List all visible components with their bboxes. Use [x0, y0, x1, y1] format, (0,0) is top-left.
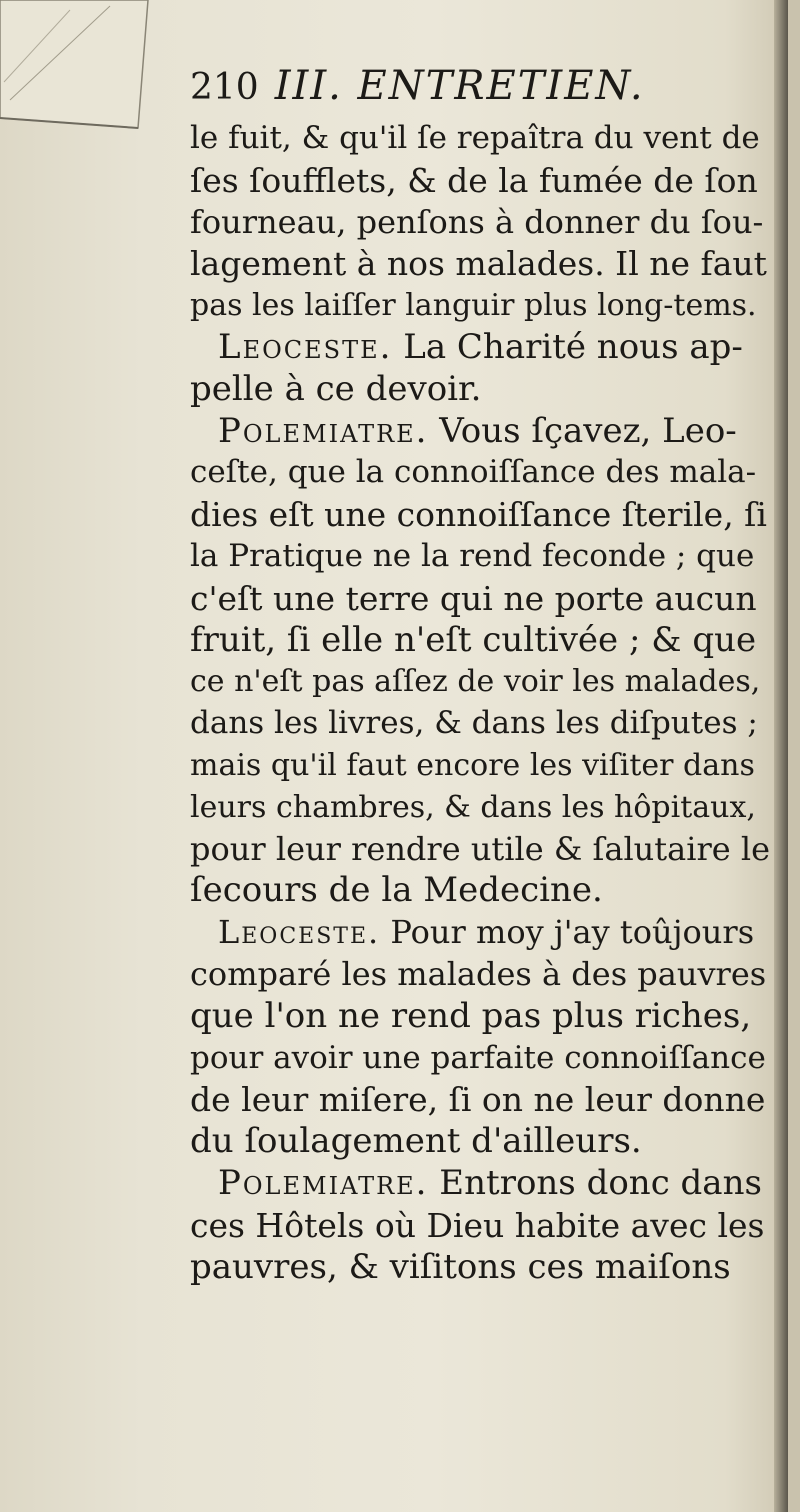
text-line	[190, 745, 770, 787]
line-text: dies eſt une connoiſſance ſterile, ſi	[190, 495, 767, 535]
line-text: pauvres, & viſitons ces maiſons	[190, 1246, 731, 1287]
line-text: La Charité nous ap-	[392, 326, 743, 367]
text-line	[190, 369, 770, 411]
line-text: lagement à nos malades. Il ne faut	[190, 244, 767, 284]
text-line	[190, 118, 770, 160]
text-line	[190, 661, 770, 703]
line-text: pas les laiſſer languir plus long-tems.	[190, 288, 757, 324]
text-line	[190, 160, 770, 202]
text-line	[190, 1038, 770, 1080]
page-corner-fold	[0, 0, 150, 140]
line-text: fruit, ſi elle n'eſt cultivée ; & que	[190, 619, 757, 660]
line-text: pour avoir une parfaite connoiſſance	[190, 1039, 766, 1076]
text-line	[190, 620, 770, 662]
page-number: 210	[190, 67, 259, 108]
text-line	[190, 1205, 770, 1247]
text-line	[190, 829, 770, 871]
line-text: de leur miſere, ſi on ne leur donne	[190, 1080, 766, 1120]
text-line	[190, 870, 770, 912]
text-line	[190, 452, 770, 494]
line-text: dans les livres, & dans les diſputes ;	[190, 705, 758, 742]
line-text: la Pratique ne la rend feconde ; que	[190, 537, 755, 574]
text-line	[190, 243, 770, 285]
line-text: pelle à ce devoir.	[190, 368, 482, 409]
line-text: fourneau, penſons à donner du ſou-	[190, 202, 764, 241]
line-text: leurs chambres, & dans les hôpitaux,	[190, 789, 756, 825]
line-text: comparé les malades à des pauvres	[190, 954, 767, 993]
text-line	[190, 703, 770, 745]
text-line	[190, 996, 770, 1038]
text-line	[190, 1247, 770, 1289]
line-text: ſecours de la Medecine.	[190, 870, 603, 911]
text-line	[190, 536, 770, 578]
text-line	[190, 912, 770, 954]
line-text: pour leur rendre utile & ſalutaire le	[190, 829, 771, 868]
line-text: le fuit, & qu'il ſe repaîtra du vent de	[190, 120, 760, 156]
text-line	[190, 285, 770, 327]
running-head-title: III. ENTRETIEN.	[274, 63, 645, 109]
text-line	[190, 411, 770, 453]
text-lines	[190, 118, 770, 1288]
speaker-name: Leoceste.	[218, 913, 381, 952]
text-line	[190, 1163, 770, 1205]
line-text: Vous ſçavez, Leo-	[428, 410, 737, 451]
text-line	[190, 787, 770, 829]
text-line	[190, 578, 770, 620]
line-text: c'eſt une terre qui ne porte aucun	[190, 578, 757, 618]
line-text: du ſoulagement d'ailleurs.	[190, 1121, 642, 1162]
text-line	[190, 954, 770, 996]
line-text: mais qu'il faut encore les viſiter dans	[190, 747, 755, 783]
speaker-name: Polemiatre.	[218, 1162, 429, 1203]
running-header	[190, 56, 770, 118]
text-line	[190, 1079, 770, 1121]
text-line	[190, 494, 770, 536]
speaker-name: Leoceste.	[218, 326, 393, 367]
line-text: Entrons donc dans	[428, 1162, 762, 1203]
speaker-name: Polemiatre.	[218, 410, 429, 451]
line-text: ces Hôtels où Dieu habite avec les	[190, 1205, 765, 1245]
line-text: que l'on ne rend pas plus riches,	[190, 995, 752, 1036]
line-text: ce n'eſt pas aſſez de voir les malades,	[190, 664, 761, 700]
text-line	[190, 202, 770, 244]
line-text: Pour moy j'ay toûjours	[380, 913, 755, 952]
page-edge	[774, 0, 788, 1512]
text-block	[190, 56, 770, 1288]
line-text: ceſte, que la connoiſſance des mala-	[190, 454, 757, 491]
text-line	[190, 327, 770, 369]
line-text: ſes ſoufflets, & de la fumée de ſon	[190, 160, 758, 200]
text-line	[190, 1121, 770, 1163]
